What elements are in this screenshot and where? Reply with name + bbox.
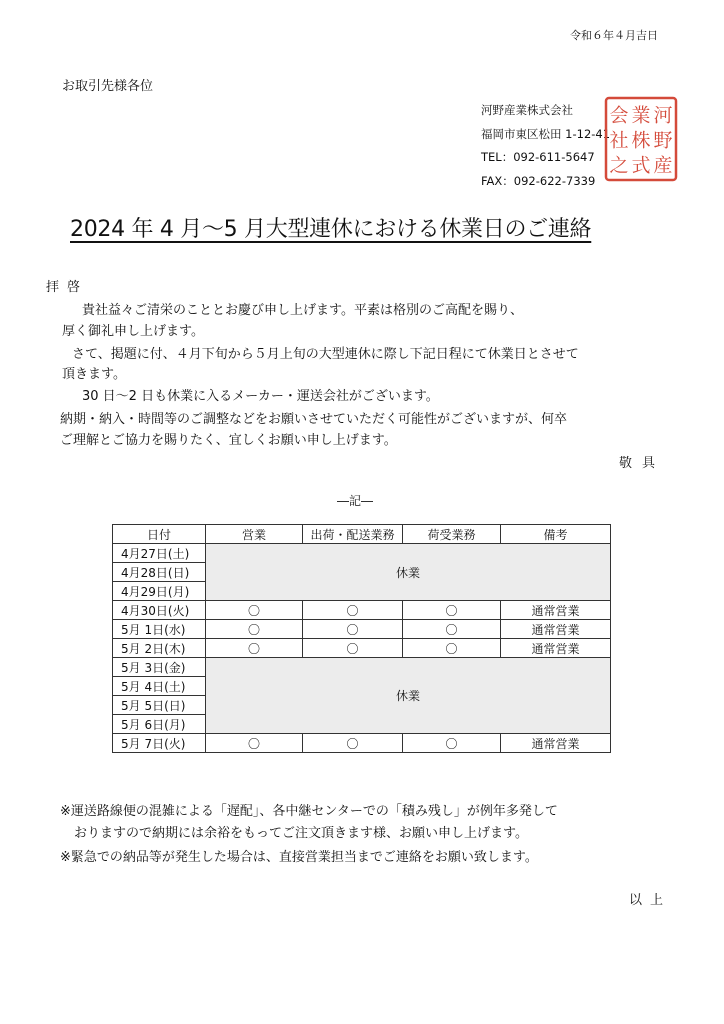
column-header: 荷受業務 xyxy=(403,525,501,544)
svg-text:之: 之 xyxy=(609,154,629,177)
table-row xyxy=(113,639,611,658)
open-mark: 〇 xyxy=(206,620,303,639)
date-cell: 4月28日(日) xyxy=(113,563,206,582)
table-row xyxy=(113,658,611,677)
note-line: ※緊急での納品等が発生した場合は、直接営業担当までご連絡をお願い致します。 xyxy=(60,850,538,865)
column-header: 備考 xyxy=(501,525,611,544)
svg-text:社: 社 xyxy=(609,129,629,152)
letter-line: 30 日～2 日も休業に入るメーカー・運送会社がございます。 xyxy=(82,389,439,404)
date-cell: 5月 3日(金) xyxy=(113,658,206,677)
letter-line: さて、掲題に付、４月下旬から５月上旬の大型連休に際し下記日程にて休業日とさせて xyxy=(72,347,579,362)
letter-line: 頂きます。 xyxy=(62,367,126,382)
company-fax: FAX：092-622-7339 xyxy=(481,173,596,188)
company-address: 福岡市東区松田 1-12-41 xyxy=(481,126,611,141)
table-header-row xyxy=(113,525,611,544)
table-row xyxy=(113,601,611,620)
date-cell: 4月30日(火) xyxy=(113,601,206,620)
open-mark: 〇 xyxy=(303,639,403,658)
ending-mark: 以上 xyxy=(629,893,672,908)
remark-cell: 通常営業 xyxy=(501,620,611,639)
open-mark: 〇 xyxy=(206,601,303,620)
date-cell: 5月 5日(日) xyxy=(113,696,206,715)
open-mark: 〇 xyxy=(303,601,403,620)
table-row xyxy=(113,734,611,753)
ki-marker: ―記― xyxy=(337,494,374,508)
closing-salutation: 敬具 xyxy=(619,456,666,471)
date-cell: 5月 1日(水) xyxy=(113,620,206,639)
open-mark: 〇 xyxy=(403,601,501,620)
letter-line: ご理解とご協力を賜りたく、宜しくお願い申し上げます。 xyxy=(60,433,397,448)
column-header: 営業 xyxy=(206,525,303,544)
open-mark: 〇 xyxy=(206,639,303,658)
opening-salutation: 拝啓 xyxy=(46,280,89,295)
letter-line: 納期・納入・時間等のご調整などをお願いさせていただく可能性がございますが、何卒 xyxy=(60,412,568,427)
date-cell: 4月27日(土) xyxy=(113,544,206,563)
issue-date: 令和６年４月吉日 xyxy=(570,29,658,42)
open-mark: 〇 xyxy=(303,734,403,753)
addressee: お取引先様各位 xyxy=(62,79,154,94)
document-title: 2024 年 4 月～5 月大型連休における休業日のご連絡 xyxy=(70,217,592,242)
open-mark: 〇 xyxy=(403,639,501,658)
date-cell: 5月 6日(月) xyxy=(113,715,206,734)
open-mark: 〇 xyxy=(206,734,303,753)
column-header: 日付 xyxy=(113,525,206,544)
open-mark: 〇 xyxy=(403,620,501,639)
holiday-schedule-table xyxy=(112,524,611,753)
sender-block xyxy=(481,99,610,193)
company-name: 河野産業株式会社 xyxy=(481,103,573,117)
svg-text:会: 会 xyxy=(609,104,629,127)
svg-text:野: 野 xyxy=(653,129,673,152)
open-mark: 〇 xyxy=(403,734,501,753)
date-cell: 5月 7日(火) xyxy=(113,734,206,753)
date-cell: 5月 4日(土) xyxy=(113,677,206,696)
note-line: おりますので納期には余裕をもってご注文頂きます様、お願い申し上げます。 xyxy=(74,826,528,841)
svg-text:産: 産 xyxy=(653,154,673,177)
column-header: 出荷・配送業務 xyxy=(303,525,403,544)
svg-text:河: 河 xyxy=(653,104,673,127)
note-line: ※運送路線便の混雑による「遅配」、各中継センターでの「積み残し」が例年多発して xyxy=(60,804,558,819)
letter-line: 厚く御礼申し上げます。 xyxy=(62,324,204,339)
table-row xyxy=(113,620,611,639)
remark-cell: 通常営業 xyxy=(501,639,611,658)
holiday-cell: 休業 xyxy=(206,658,611,734)
remark-cell: 通常営業 xyxy=(501,601,611,620)
svg-text:業: 業 xyxy=(631,104,651,127)
date-cell: 5月 2日(木) xyxy=(113,639,206,658)
company-tel: TEL：092-611-5647 xyxy=(481,150,595,164)
holiday-cell: 休業 xyxy=(206,544,611,601)
date-cell: 4月29日(月) xyxy=(113,582,206,601)
svg-text:株: 株 xyxy=(631,129,651,152)
remark-cell: 通常営業 xyxy=(501,734,611,753)
table-row xyxy=(113,544,611,563)
company-seal-stamp xyxy=(604,96,678,182)
open-mark: 〇 xyxy=(303,620,403,639)
svg-text:式: 式 xyxy=(631,154,651,177)
letter-line: 貴社益々ご清栄のこととお慶び申し上げます。平素は格別のご高配を賜り、 xyxy=(82,303,523,318)
